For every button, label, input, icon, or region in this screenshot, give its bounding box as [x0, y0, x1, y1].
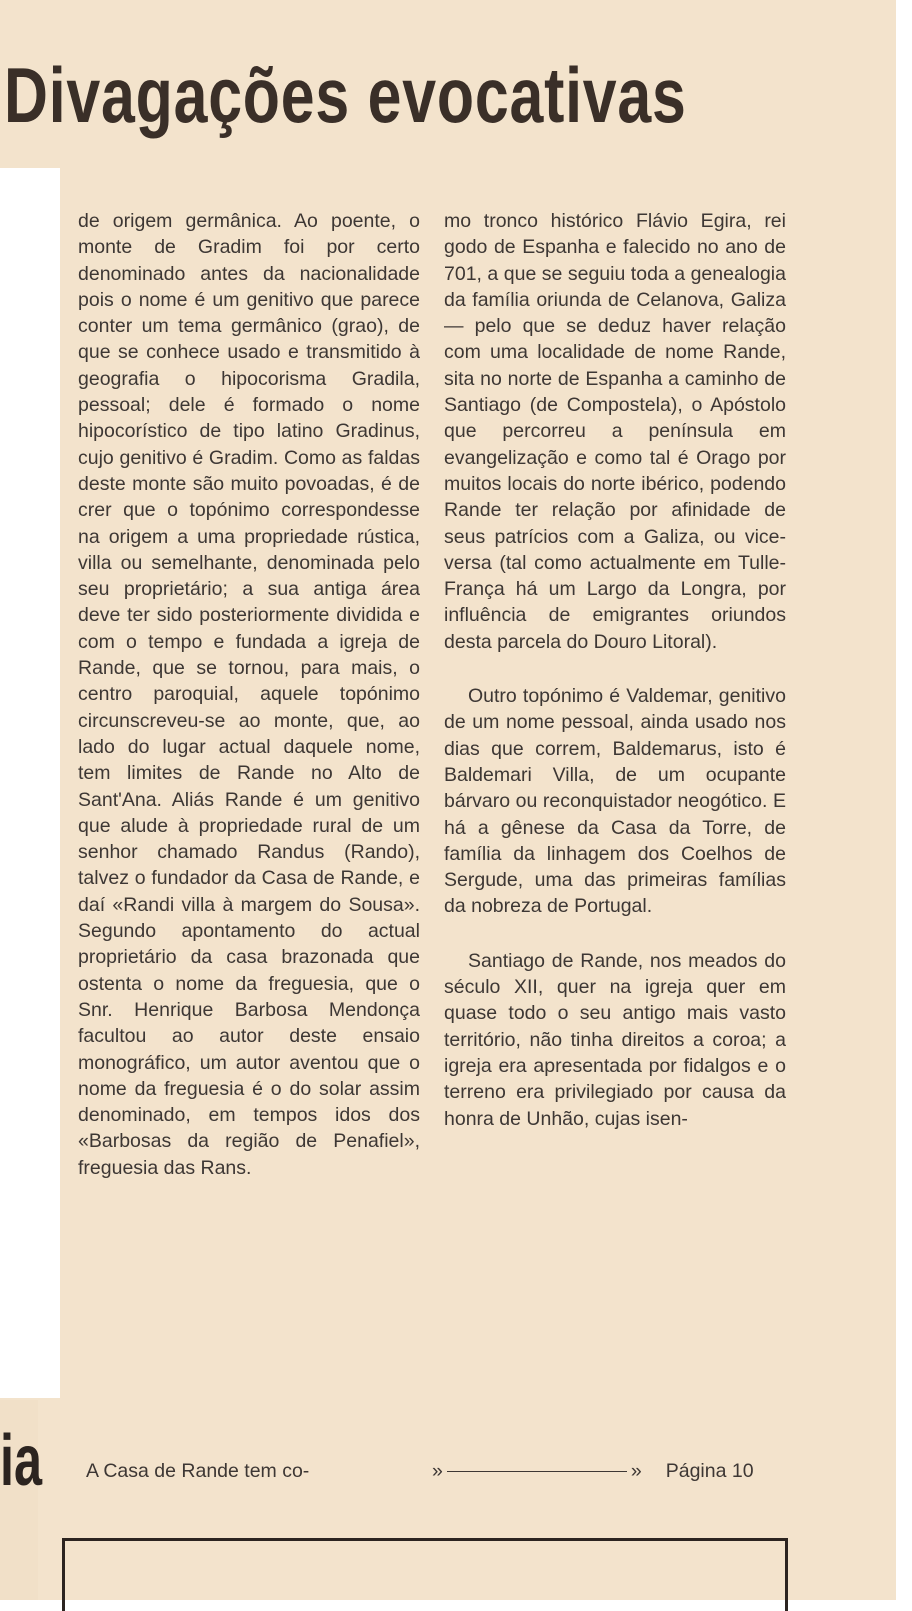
open-quote: » [432, 1460, 443, 1482]
adjacent-headline-fragment: ia [0, 1421, 43, 1501]
column-right-paragraph: Outro topónimo é Valdemar, genitivo de um nome pessoal, ainda usado nos dias que correm, Baldemarus, isto é Baldemari Villa, de um ocupante bárvaro ou reconquistador neogótico. E há a gênese da Casa da Torre, de família da linhagem dos Coelhos de Sergude, uma das primeiras famílias da nobreza de Portugal. [444, 685, 786, 918]
article-headline: Divagações evocativas [4, 51, 687, 139]
article-body [72, 208, 802, 1458]
column-right-paragraph: mo tronco histórico Flávio Egira, rei godo de Espanha e falecido no ano de 701, a que se seguiu toda a genealogia da família oriunda de Celanova, Galiza — pelo que se deduz haver relação com uma localidade de nome Rande, sita no norte de Espanha a caminho de Santiago (de Compostela), o Apóstolo que percorreu a península em evangelização e como tal é Orago por muitos locais do norte ibérico, podendo Rande ter relação por afinidade de seus patrícios com a Galiza, ou vice-versa (tal como actualmente em Tulle-França há um Largo da Longra, por influência de emigrantes oriundos desta parcela do Douro Litoral). [444, 210, 786, 653]
clipping-cut-edge [0, 168, 60, 1398]
next-article-frame [62, 1538, 788, 1611]
page-edge [896, 0, 912, 1600]
continuation-line: A Casa de Rande tem co- [86, 1460, 310, 1482]
continued-on-note [432, 1460, 772, 1483]
column-right-paragraph: Santiago de Rande, nos meados do século XII, quer na igreja quer em quase todo o seu antigo mais vasto território, não tinha direitos a coroa; a igreja era apresentada por fidalgos e o terreno era privilegiado por causa da honra de Unhão, cujas isen- [444, 949, 786, 1130]
article-column-right [444, 208, 786, 1132]
page-reference: Página 10 [665, 1460, 754, 1482]
column-left-text: de origem germânica. Ao poente, o monte de Gradim foi por certo denominado antes da nacionalidade pois o nome é um genitivo que parece conter um tema germânico (grao), de que se conhece usado e transmitido à geografia o hipocorisma Gradila, pessoal; dele é formado o nome hipocorístico de tipo latino Gradinus, cujo genitivo é Gradim. Como as faldas deste monte são muito povoadas, é de crer que o topónimo correspondesse na origem a uma propriedade rústica, villa ou semelhante, denominada pelo seu proprietário; a sua antiga área deve ter sido posteriormente dividida e com o tempo e fundada a igreja de Rande, que se tornou, para mais, o centro paroquial, aquele topónimo circunscreveu-se ao monte, que, ao lado do lugar actual daquele nome, tem limites de Rande no Alto de Sant'Ana. Aliás Rande é um genitivo que alude à propriedade rural de um senhor chamado Randus (Rando), talvez o fundador da Casa de Rande, e daí «Randi villa à margem do Sousa». Segundo apontamento do actual proprietário da casa brazonada que ostenta o nome da freguesia, que o Snr. Henrique Barbosa Mendonça facultou ao autor deste ensaio monográfico, um autor aventou que o nome da freguesia é o do solar assim denominado, em tempos idos dos «Barbosas da região de Penafiel», freguesia das Rans. [78, 210, 420, 1179]
close-quote: » [630, 1460, 642, 1482]
article-column-left [78, 208, 420, 1181]
continuation-rule [447, 1471, 627, 1472]
